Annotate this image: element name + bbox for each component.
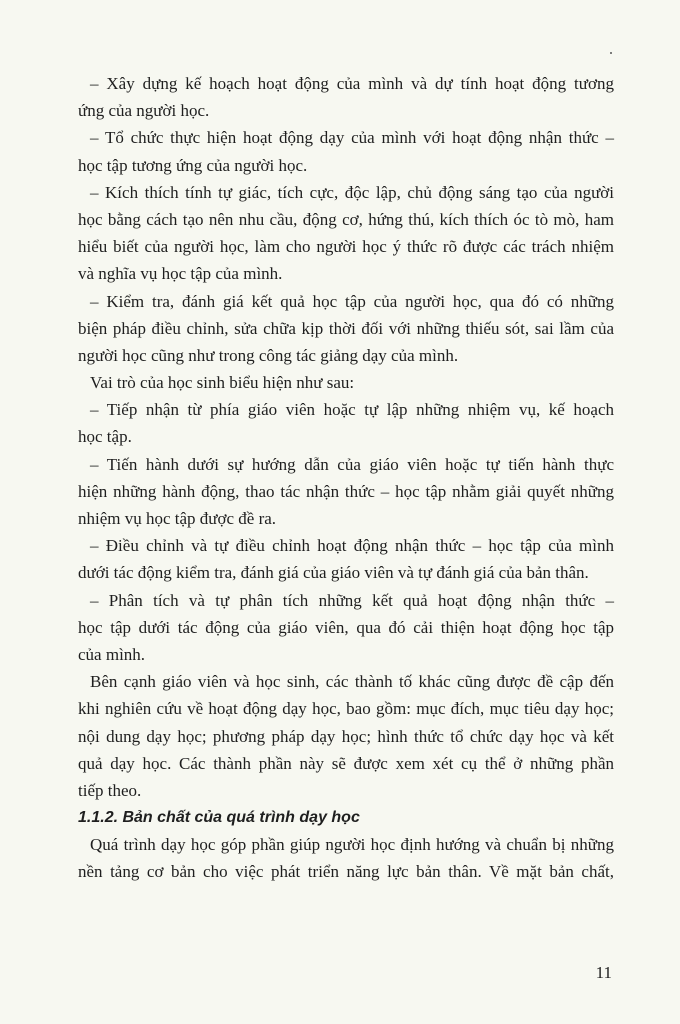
text-line: Bên cạnh giáo viên và học sinh, các thành tố khác cũng được đề cập đến xyxy=(90,672,614,692)
text-line: nền tảng cơ bản cho việc phát triển năng lực bản thân. Về mặt bản chất, xyxy=(78,862,614,882)
text-line: biện pháp điều chỉnh, sửa chữa kịp thời đối với những thiếu sót, sai lầm của xyxy=(78,318,614,338)
text-line: ứng của người học. xyxy=(78,101,210,121)
text-line: – Phân tích và tự phân tích những kết quả hoạt động nhận thức – xyxy=(90,590,614,610)
text-line: – Kích thích tính tự giác, tích cực, độc lập, chủ động sáng tạo của người xyxy=(90,182,614,202)
text-line: nội dung dạy học; phương pháp dạy học; hình thức tổ chức dạy học và kết xyxy=(78,726,614,746)
text-line: – Xây dựng kế hoạch hoạt động của mình và dự tính hoạt động tương xyxy=(90,74,614,93)
text-line: Quá trình dạy học góp phần giúp người học định hướng và chuẩn bị những xyxy=(90,835,614,855)
text-line: hiểu biết của người học, làm cho người học ý thức rõ được các trách nhiệm xyxy=(78,237,614,257)
page-number: 11 xyxy=(595,963,612,982)
section-heading xyxy=(78,804,614,831)
text-line: – Kiểm tra, đánh giá kết quả học tập của người học, qua đó có những xyxy=(90,291,614,311)
text-line: người học cũng như trong công tác giảng dạy của mình. xyxy=(78,345,459,365)
paragraph xyxy=(78,396,614,450)
paragraph xyxy=(78,532,614,586)
page-body xyxy=(78,70,614,886)
text-line: – Tiến hành dưới sự hướng dẫn của giáo viên hoặc tự tiến hành thực xyxy=(90,454,614,474)
paragraph xyxy=(78,831,614,885)
paragraph xyxy=(78,70,614,124)
text-line: dưới tác động kiểm tra, đánh giá của giáo viên và tự đánh giá của bản thân. xyxy=(78,563,589,583)
paragraph xyxy=(78,179,614,288)
text-line: – Tiếp nhận từ phía giáo viên hoặc tự lập những nhiệm vụ, kế hoạch xyxy=(90,400,614,420)
text-line: nhiệm vụ học tập được đề ra. xyxy=(78,509,277,528)
paragraph xyxy=(78,369,614,396)
text-line: học bằng cách tạo nên nhu cầu, động cơ, hứng thú, kích thích óc tò mò, ham xyxy=(78,209,614,229)
text-line: Vai trò của học sinh biểu hiện như sau: xyxy=(90,373,355,393)
text-line: 1.1.2. Bản chất của quá trình dạy học xyxy=(78,809,360,827)
scan-speck xyxy=(610,52,612,54)
text-line: học tập dưới tác động của giáo viên, qua đó cải thiện hoạt động học tập xyxy=(78,617,614,637)
text-line: quả dạy học. Các thành phần này sẽ được xem xét cụ thể ở những phần xyxy=(78,753,614,773)
text-line: – Điều chỉnh và tự điều chỉnh hoạt động nhận thức – học tập của mình xyxy=(90,536,614,556)
text-line: tiếp theo. xyxy=(78,780,142,800)
text-line: học tập tương ứng của người học. xyxy=(78,155,308,175)
paragraph xyxy=(78,451,614,533)
text-line: – Tổ chức thực hiện hoạt động dạy của mình với hoạt động nhận thức – xyxy=(90,128,614,148)
text-line: học tập. xyxy=(78,427,132,447)
text-line: của mình. xyxy=(78,644,146,664)
text-line: khi nghiên cứu về hoạt động dạy học, bao gồm: mục đích, mục tiêu dạy học; xyxy=(78,699,614,719)
paragraph xyxy=(78,288,614,370)
text-line: hiện những hành động, thao tác nhận thức – học tập nhằm giải quyết những xyxy=(78,481,614,501)
paragraph xyxy=(78,124,614,178)
paragraph xyxy=(78,587,614,669)
text-line: và nghĩa vụ học tập của mình. xyxy=(78,264,283,284)
paragraph xyxy=(78,668,614,804)
